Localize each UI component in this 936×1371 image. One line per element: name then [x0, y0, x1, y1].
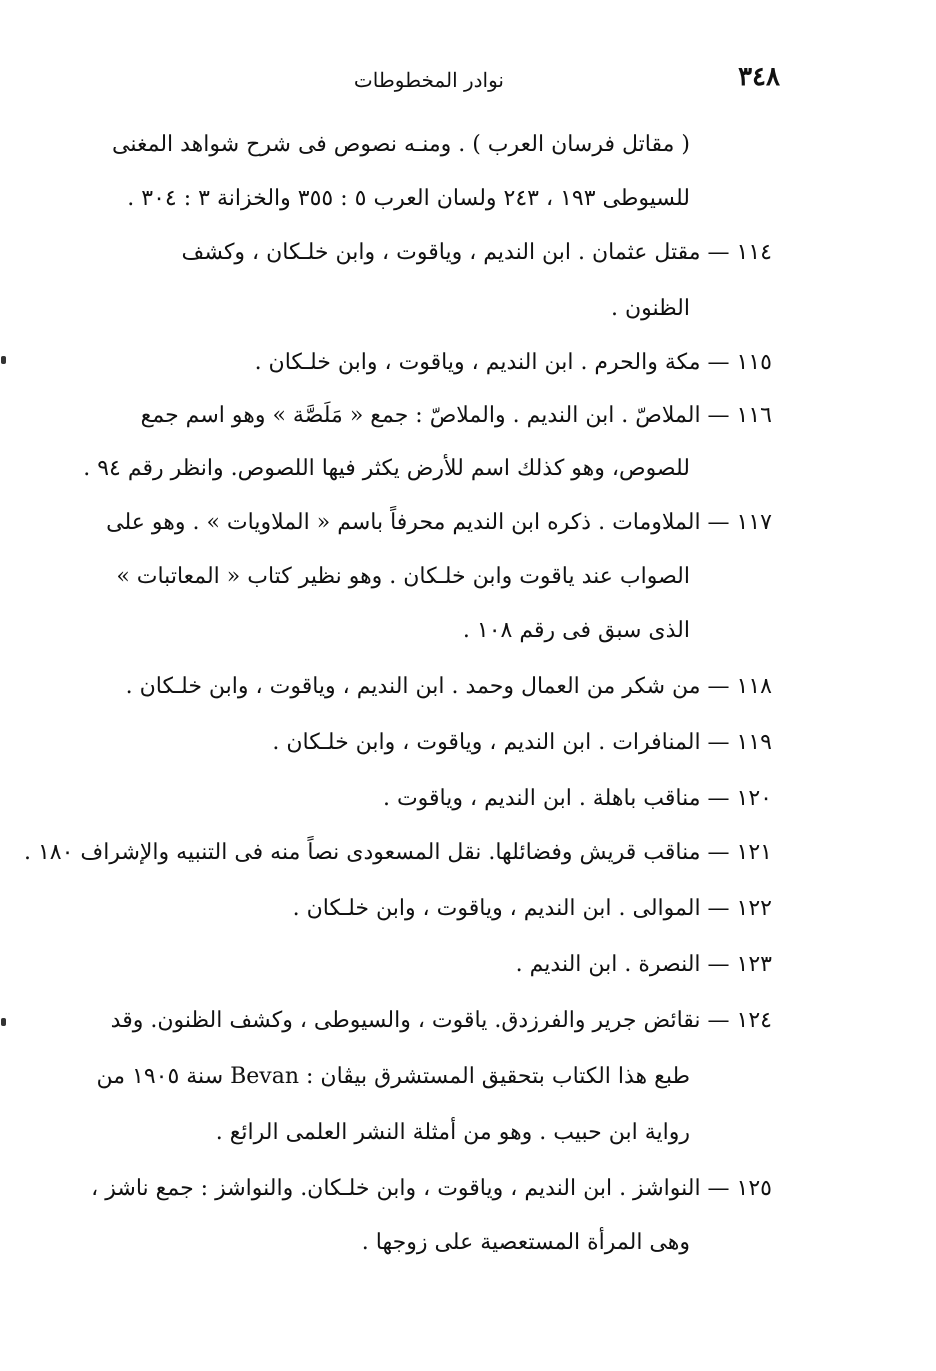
entry-line: ١٢٤ — نقائض جرير والفرزدق. ياقوت ، والسيوطى ، وكشف الظنون. وقد [110, 1008, 772, 1033]
entry-line: ١١٦ — الملاصّ . ابن النديم . والملاصّ : جمع « مَلَصَّة » وهو اسم جمع [140, 403, 772, 428]
text-line: وهى المرأة المستعصية على زوجها . [361, 1230, 690, 1255]
entry-line: ١١٤ — مقتل عثمان . ابن النديم ، وياقوت ، وابن خلـكان ، وكشف [181, 240, 772, 265]
page-header [120, 62, 780, 102]
page-number: ٣٤٨ [738, 62, 780, 92]
text-line: رواية ابن حبيب . وهو من أمثلة النشر العلمى الرائع . [215, 1120, 690, 1145]
binding-mark [1, 1018, 6, 1026]
text-line: طبع هذا الكتاب بتحقيق المستشرق بيڤان : Bevan سنة ١٩٠٥ من [96, 1064, 690, 1089]
binding-mark [1, 356, 6, 364]
running-title: نوادر المخطوطات [353, 68, 504, 92]
text-line: الذى سبق فى رقم ١٠٨ . [462, 618, 690, 643]
text-line: ( مقاتل فرسان العرب ) . ومنـه نصوص فى شرح شواهد المغنى [112, 132, 690, 157]
text-line: للصوص، وهو كذلك اسم للأرض يكثر فيها اللصوص. وانظر رقم ٩٤ . [83, 456, 690, 481]
entry-line: ١٢٠ — مناقب باهلة . ابن النديم ، وياقوت . [382, 786, 772, 811]
entry-line: ١٢٣ — النصرة . ابن النديم . [515, 952, 772, 977]
text-line: الصواب عند ياقوت وابن خلـكان . وهو نظير كتاب « المعاتبات » [116, 564, 690, 589]
entry-line: ١٢١ — مناقب قريش وفضائلها. نقل المسعودى نصاً منه فى التنبيه والإشراف ١٨٠ . [23, 840, 772, 865]
entry-line: ١١٨ — من شكر من العمال وحمد . ابن النديم ، وياقوت ، وابن خلـكان . [125, 674, 772, 699]
entry-line: ١٢٢ — الموالى . ابن النديم ، وياقوت ، وابن خلـكان . [292, 896, 772, 921]
entry-line: ١٢٥ — النواشز . ابن النديم ، وياقوت ، وابن خلـكان. والنواشز : جمع ناشز ، [91, 1176, 772, 1201]
entry-line: ١١٥ — مكة والحرم . ابن النديم ، وياقوت ، وابن خلـكان . [254, 350, 772, 375]
text-line: للسيوطى ١٩٣ ، ٢٤٣ ولسان العرب ٥ : ٣٥٥ والخزانة ٣ : ٣٠٤ . [127, 186, 690, 211]
entry-line: ١١٧ — الملاومات . ذكره ابن النديم محرفاً باسم « الملاويات » . وهو على [106, 510, 772, 535]
entry-line: ١١٩ — المنافرات . ابن النديم ، وياقوت ، وابن خلـكان . [272, 730, 772, 755]
text-line: الظنون . [610, 296, 690, 321]
